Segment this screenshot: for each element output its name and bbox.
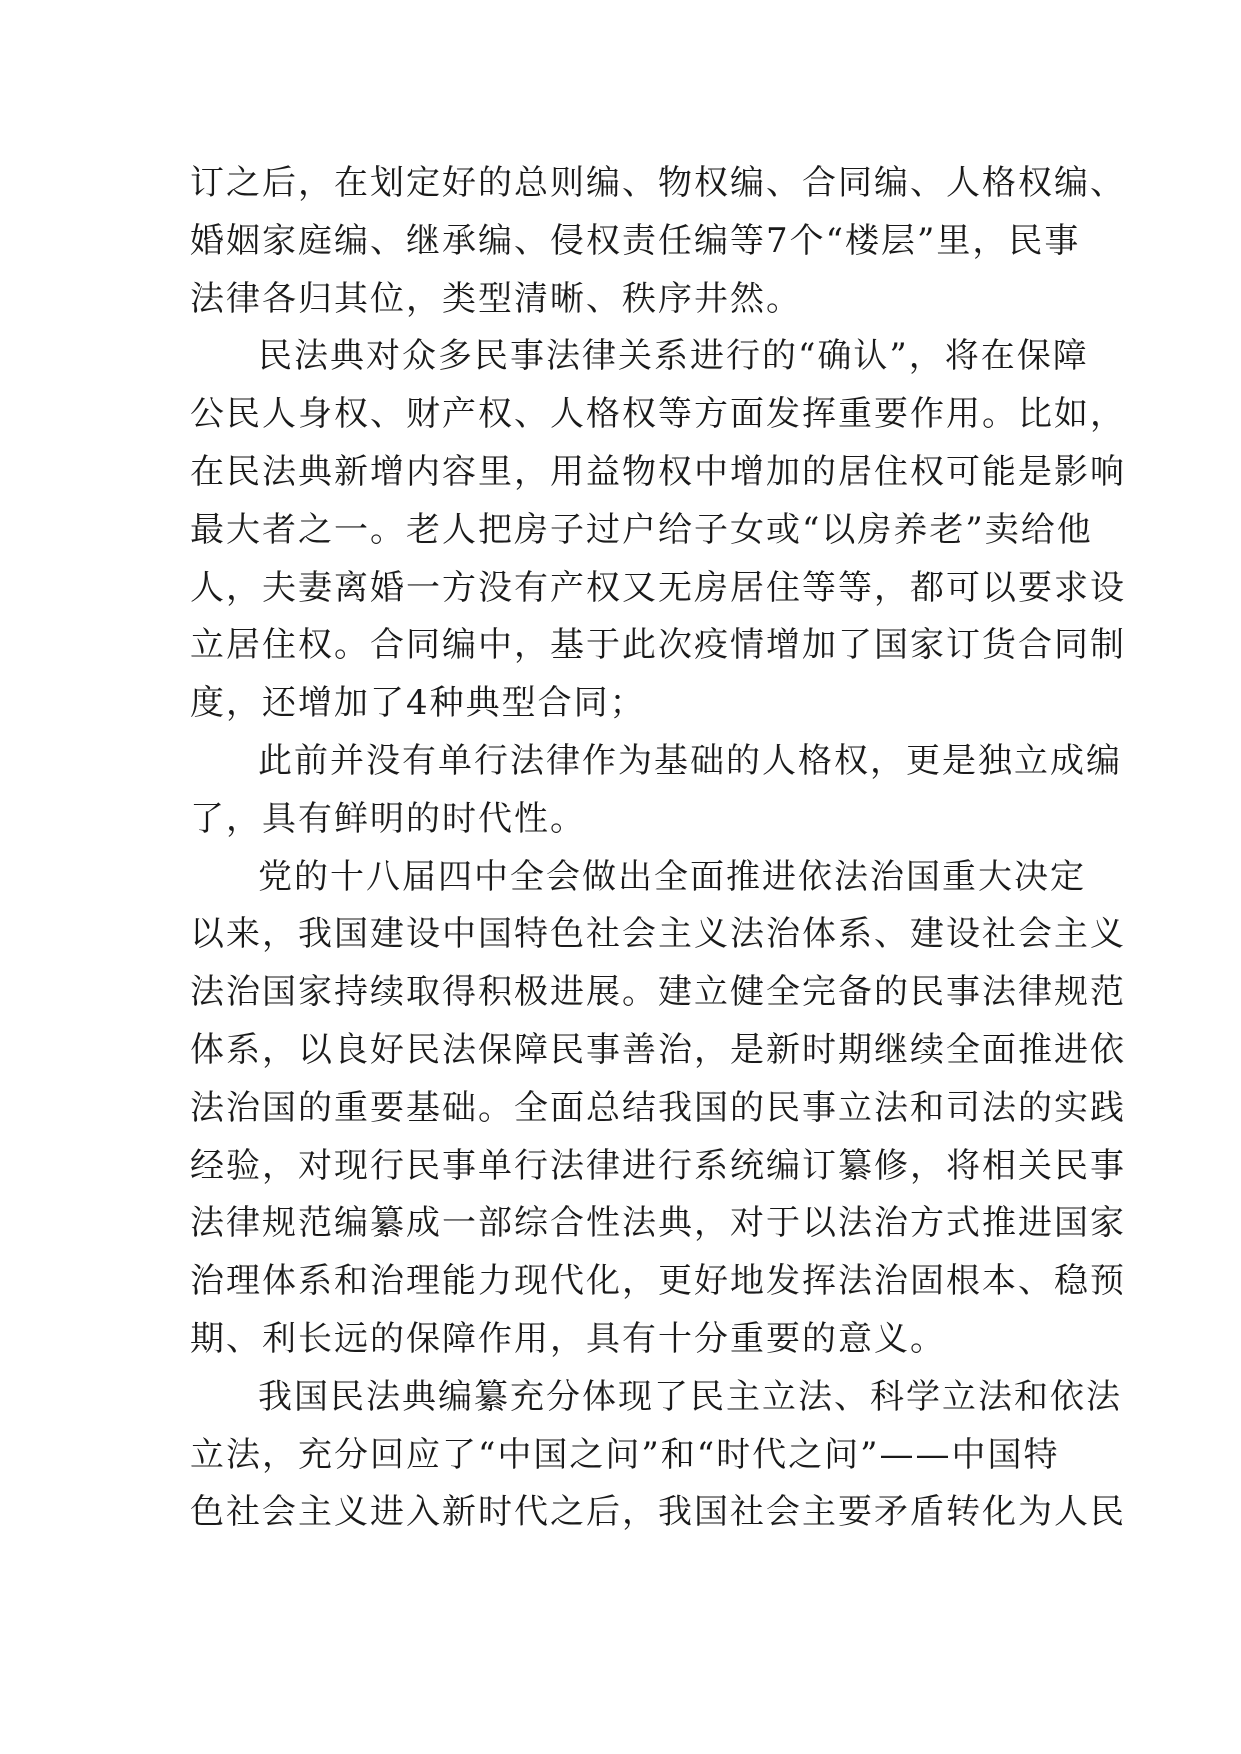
text-line: 度，还增加了4种典型合同； xyxy=(190,683,646,724)
paragraph-first-line: 我国民法典编纂充分体现了民主立法、科学立法和依法 xyxy=(258,1376,1122,1417)
text-line: 法律规范编纂成一部综合性法典，对于以法治方式推进国家 xyxy=(190,1203,1126,1244)
paragraph-first-line: 民法典对众多民事法律关系进行的“确认”，将在保障 xyxy=(258,336,1089,377)
text-line: 经验，对现行民事单行法律进行系统编订纂修，将相关民事 xyxy=(190,1145,1126,1186)
text-line: 法治国的重要基础。全面总结我国的民事立法和司法的实践 xyxy=(190,1087,1126,1128)
text-line: 订之后，在划定好的总则编、物权编、合同编、人格权编、 xyxy=(190,163,1126,203)
text-line: 立居住权。合同编中，基于此次疫情增加了国家订货合同制 xyxy=(190,625,1126,666)
text-line: 色社会主义进入新时代之后，我国社会主要矛盾转化为人民 xyxy=(190,1492,1126,1533)
text-line: 以来，我国建设中国特色社会主义法治体系、建设社会主义 xyxy=(190,914,1126,955)
paragraph-first-line: 党的十八届四中全会做出全面推进依法治国重大决定 xyxy=(258,856,1086,897)
text-line: 立法，充分回应了“中国之问”和“时代之问”——中国特 xyxy=(190,1434,1060,1475)
text-line: 法治国家持续取得积极进展。建立健全完备的民事法律规范 xyxy=(190,972,1126,1013)
text-line: 治理体系和治理能力现代化，更好地发挥法治固根本、稳预 xyxy=(190,1261,1126,1302)
text-line: 人，夫妻离婚一方没有产权又无房居住等等，都可以要求设 xyxy=(190,567,1126,608)
text-line: 公民人身权、财产权、人格权等方面发挥重要作用。比如， xyxy=(190,394,1126,435)
document-body xyxy=(190,155,1126,1542)
paragraph-first-line: 此前并没有单行法律作为基础的人格权，更是独立成编 xyxy=(258,740,1122,781)
text-line: 期、利长远的保障作用，具有十分重要的意义。 xyxy=(190,1318,946,1359)
text-line: 最大者之一。老人把房子过户给子女或“以房养老”卖给他 xyxy=(190,509,1093,550)
text-line: 婚姻家庭编、继承编、侵权责任编等7个“楼层”里，民事 xyxy=(190,220,1081,261)
text-line: 在民法典新增内容里，用益物权中增加的居住权可能是影响 xyxy=(190,451,1126,492)
text-line: 了，具有鲜明的时代性。 xyxy=(190,798,586,839)
text-line: 法律各归其位，类型清晰、秩序井然。 xyxy=(190,278,802,319)
text-line: 体系，以良好民法保障民事善治，是新时期继续全面推进依 xyxy=(190,1029,1126,1070)
